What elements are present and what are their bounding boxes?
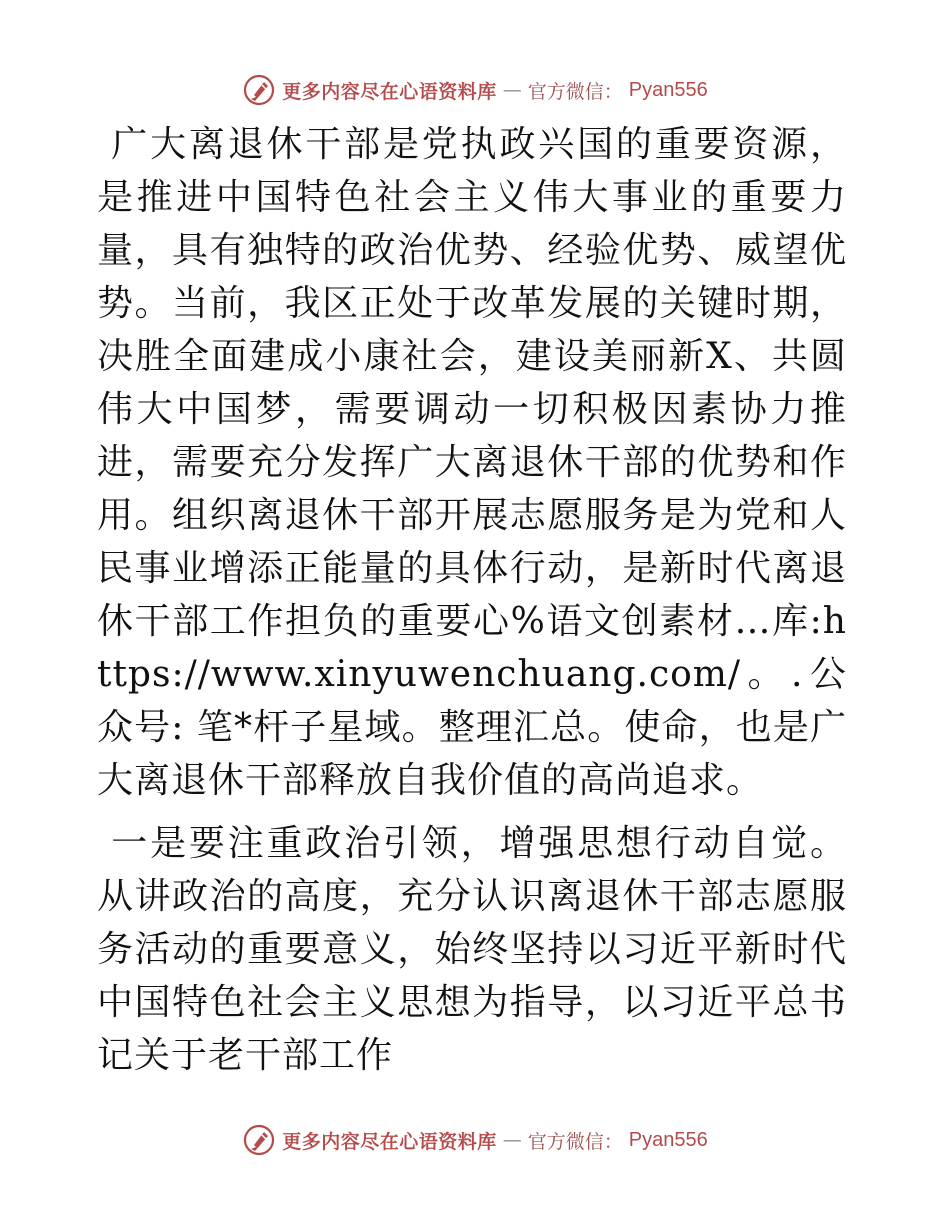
banner-separator: —: [502, 1129, 522, 1151]
banner-separator: —: [502, 79, 522, 101]
paragraph-1: 广大离退休干部是党执政兴国的重要资源，是推进中国特色社会主义伟大事业的重要力量，具有独特的政治优势、经验优势、威望优势。当前，我区正处于改革发展的关键时期，决胜全面建成小康社会，建设美丽新X、共圆伟大中国梦，需要调动一切积极因素协力推进，需要充分发挥广大离退休干部的优势和作用。组织离退休干部开展志愿服务是为党和人民事业增添正能量的具体行动，是新时代离退休干部工作担负的重要心%语文创素材…库:https://www.xinyuwenchuang.com/。.公众号: 笔*杆子星域。整理汇总。使命，也是广大离退休干部释放自我价值的高尚追求。: [97, 124, 847, 801]
banner-wechat-id: Pyan556: [628, 1128, 708, 1151]
banner-text: 更多内容尽在心语资料库: [282, 1130, 497, 1153]
banner-official-label: 官方微信：: [527, 1130, 623, 1153]
banner-wechat-id: Pyan556: [628, 78, 708, 101]
paragraph-2: 一是要注重政治引领，增强思想行动自觉。从讲政治的高度，充分认识离退休干部志愿服务活动的重要意义，始终坚持以习近平新时代中国特色社会主义思想为指导，以习近平总书记关于老干部工作: [97, 823, 847, 1076]
banner-official-label: 官方微信：: [527, 80, 623, 103]
pen-nib-logo-icon: [242, 1123, 276, 1157]
header-watermark-banner: [0, 70, 950, 110]
pen-nib-logo-icon: [242, 73, 276, 107]
document-body: [97, 118, 847, 1082]
banner-text: 更多内容尽在心语资料库: [282, 80, 497, 103]
footer-watermark-banner: [0, 1120, 950, 1160]
